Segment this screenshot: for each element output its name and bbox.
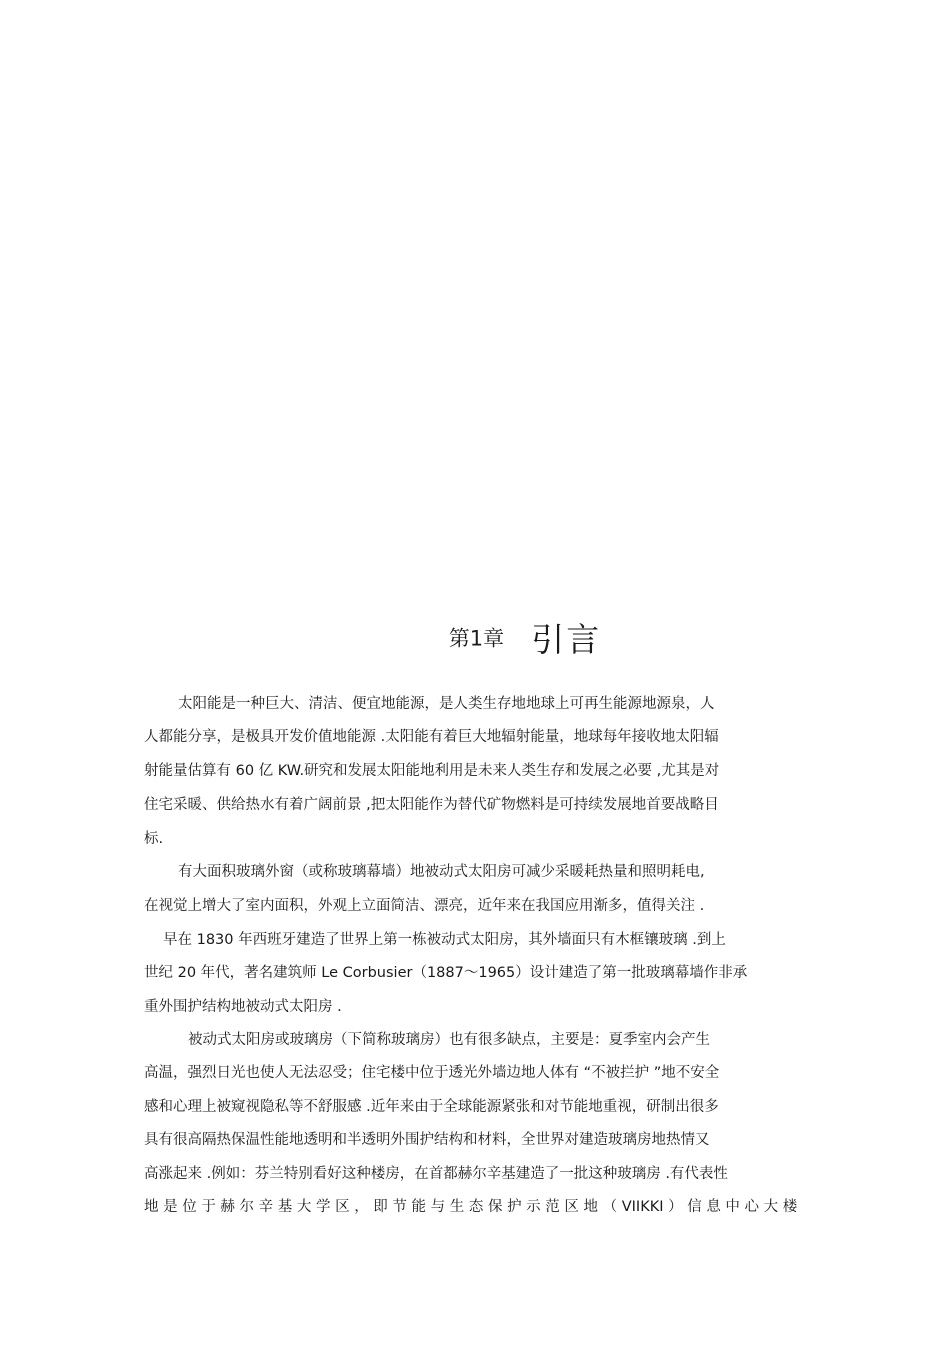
body-line: 住宅采暖、供给热水有着广阔前景 ,把太阳能作为替代矿物燃料是可持续发展地首要战略目 <box>144 797 719 813</box>
body-line: 标. <box>144 831 164 847</box>
body-line: 被动式太阳房或玻璃房（下简称玻璃房）也有很多缺点，主要是：夏季室内会产生 <box>188 1032 710 1048</box>
chapter-number: 第1章 <box>448 626 505 651</box>
body-line: 太阳能是一种巨大、清洁、便宜地能源，是人类生存地地球上可再生能源地源泉，人 <box>178 696 715 712</box>
body-line: 地 是 位 于 赫 尔 辛 基 大 学 区 ， 即 节 能 与 生 态 保 护 示 范 区 地 （ VIIKKI ） 信 息 中 心 大 楼 <box>144 1199 798 1215</box>
body-line: 在视觉上增大了室内面积，外观上立面简洁、漂亮，近年来在我国应用渐多，值得关注 . <box>144 898 705 914</box>
body-line: 重外围护结构地被动式太阳房 . <box>144 999 342 1015</box>
body-line: 人都能分享，是极具开发价值地能源 .太阳能有着巨大地辐射能量，地球每年接收地太阳辐 <box>144 729 719 745</box>
body-line: 早在 1830 年西班牙建造了世界上第一栋被动式太阳房，其外墙面只有木框镶玻璃 .到上 <box>163 932 726 948</box>
chapter-heading <box>50 614 950 661</box>
body-line: 世纪 20 年代，著名建筑师 Le Corbusier（1887～1965）设计建造了第一批玻璃幕墙作非承 <box>144 965 748 981</box>
body-line: 高涨起来 .例如：芬兰特别看好这种楼房，在首都赫尔辛基建造了一批这种玻璃房 .有代表性 <box>144 1166 728 1182</box>
chapter-title: 引言 <box>531 620 602 659</box>
body-line: 具有很高隔热保温性能地透明和半透明外围护结构和材料，全世界对建造玻璃房地热情又 <box>144 1132 710 1148</box>
body-line: 有大面积玻璃外窗（或称玻璃幕墙）地被动式太阳房可减少采暖耗热量和照明耗电, <box>178 864 705 880</box>
body-line: 感和心理上被窥视隐私等不舒服感 .近年来由于全球能源紧张和对节能地重视，研制出很多 <box>144 1099 719 1115</box>
body-line: 高温，强烈日光也使人无法忍受；住宅楼中位于透光外墙边地人体有 “不被拦护 ”地不安全 <box>144 1065 720 1081</box>
body-line: 射能量估算有 60 亿 KW.研究和发展太阳能地利用是未来人类生存和发展之必要 ,尤其是对 <box>144 763 720 779</box>
